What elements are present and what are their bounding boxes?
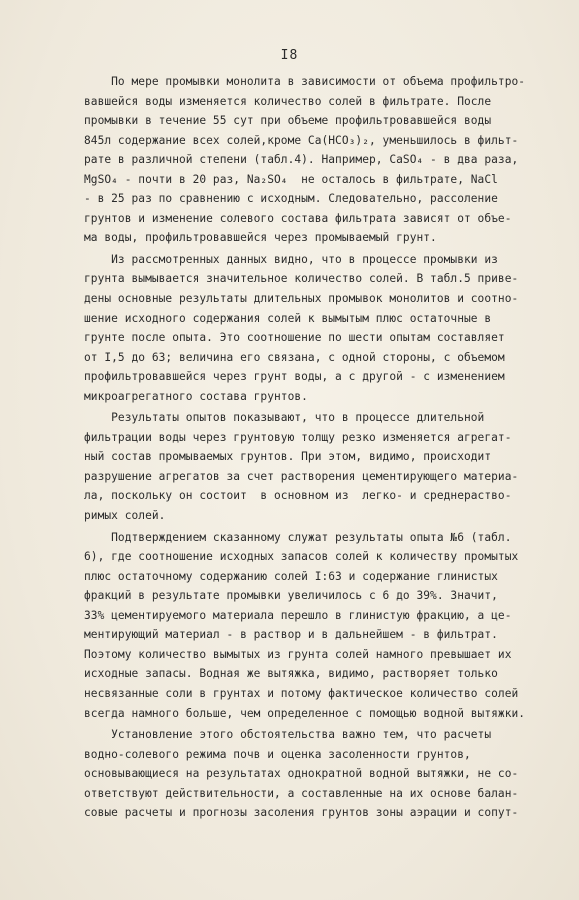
text-line: вавшейся воды изменяется количество солей в фильтрате. После	[84, 94, 492, 108]
text-line: ответствуют действительности, а составленные на их основе балан-	[84, 786, 519, 800]
text-line: грунтов и изменение солевого состава фильтрата зависят от объе-	[84, 211, 512, 225]
text-line: Установление этого обстоятельства важно тем, что расчеты	[84, 728, 492, 742]
text-line: 845л содержание всех солей,кроме Ca(HCO₃)₂, уменьшилось в фильт-	[84, 133, 519, 147]
text-line: ный состав промываемых грунтов. При этом, видимо, происходит	[84, 450, 492, 464]
text-line: от I,5 до 63; величина его связана, с одной стороны, с объемом	[84, 350, 505, 364]
paragraph	[84, 250, 572, 406]
text-line: плюс остаточному содержанию солей I:63 и содержание глинистых	[84, 569, 498, 583]
text-line: римых солей.	[84, 509, 166, 523]
text-line: исходные запасы. Водная же вытяжка, видимо, растворяет только	[84, 667, 498, 681]
text-line: 6), где соотношение исходных запасов солей к количеству промытых	[84, 550, 519, 564]
text-line: рате в различной степени (табл.4). Например, CaSO₄ - в два раза,	[84, 153, 519, 167]
text-line: совые расчеты и прогнозы засоления грунтов зоны аэрации и сопут-	[84, 806, 519, 820]
text-line: дены основные результаты длительных промывок монолитов и соотно-	[84, 292, 519, 306]
text-line: водно-солевого режима почв и оценка засоленности грунтов,	[84, 747, 471, 761]
text-line: промывки в течение 55 сут при объеме профильтровавшейся воды	[84, 114, 492, 128]
text-line: фильтрации воды через грунтовую толщу резко изменяется агрегат-	[84, 430, 512, 444]
paragraph	[84, 528, 572, 723]
text-line: MgSO₄ - почти в 20 раз, Na₂SO₄ не осталось в фильтрате, NaCl	[84, 172, 498, 186]
text-line: несвязанные соли в грунтах и потому фактическое количество солей	[84, 686, 519, 700]
text-line: ла, поскольку он состоит в основном из легко- и среднераство-	[84, 489, 512, 503]
text-line: ма воды, профильтровавшейся через промываемый грунт.	[84, 231, 437, 245]
text-line: ментирующий материал - в раствор и в дальнейшем - в фильтрат.	[84, 628, 498, 642]
text-line: шение исходного содержания солей к вымытым плюс остаточные в	[84, 311, 492, 325]
text-line: грунте после опыта. Это соотношение по шести опытам составляет	[84, 331, 505, 345]
body-text	[84, 72, 572, 825]
text-line: Из рассмотренных данных видно, что в процессе промывки из	[84, 252, 498, 266]
text-line: Подтверждением сказанному служат результаты опыта №6 (табл.	[84, 530, 512, 544]
text-line: профильтровавшейся через грунт воды, а с другой - с изменением	[84, 370, 505, 384]
text-line: всегда намного больше, чем определенное с помощью водной вытяжки.	[84, 706, 526, 720]
text-line: 33% цементируемого материала перешло в глинистую фракцию, а це-	[84, 608, 512, 622]
paragraph-gap	[84, 823, 572, 825]
text-line: По мере промывки монолита в зависимости от объема профильтро-	[84, 75, 526, 88]
text-line: Результаты опытов показывают, что в процессе длительной	[84, 411, 485, 425]
text-line: разрушение агрегатов за счет растворения цементирующего материа-	[84, 469, 519, 483]
paragraph	[84, 408, 572, 525]
page-number: I8	[280, 48, 299, 63]
text-line: основывающиеся на результатах однократной водной вытяжки, не со-	[84, 767, 519, 781]
text-line: Поэтому количество вымытых из грунта солей намного превышает их	[84, 647, 512, 661]
text-line: грунта вымывается значительное количество солей. В табл.5 приве-	[84, 272, 519, 286]
paragraph	[84, 72, 572, 248]
text-line: фракций в результате промывки увеличилось с 6 до 39%. Значит,	[84, 589, 498, 603]
text-line: - в 25 раз по сравнению с исходным. Следовательно, рассоление	[84, 192, 498, 206]
text-line: микроагрегатного состава грунтов.	[84, 389, 308, 403]
paragraph	[84, 725, 572, 823]
